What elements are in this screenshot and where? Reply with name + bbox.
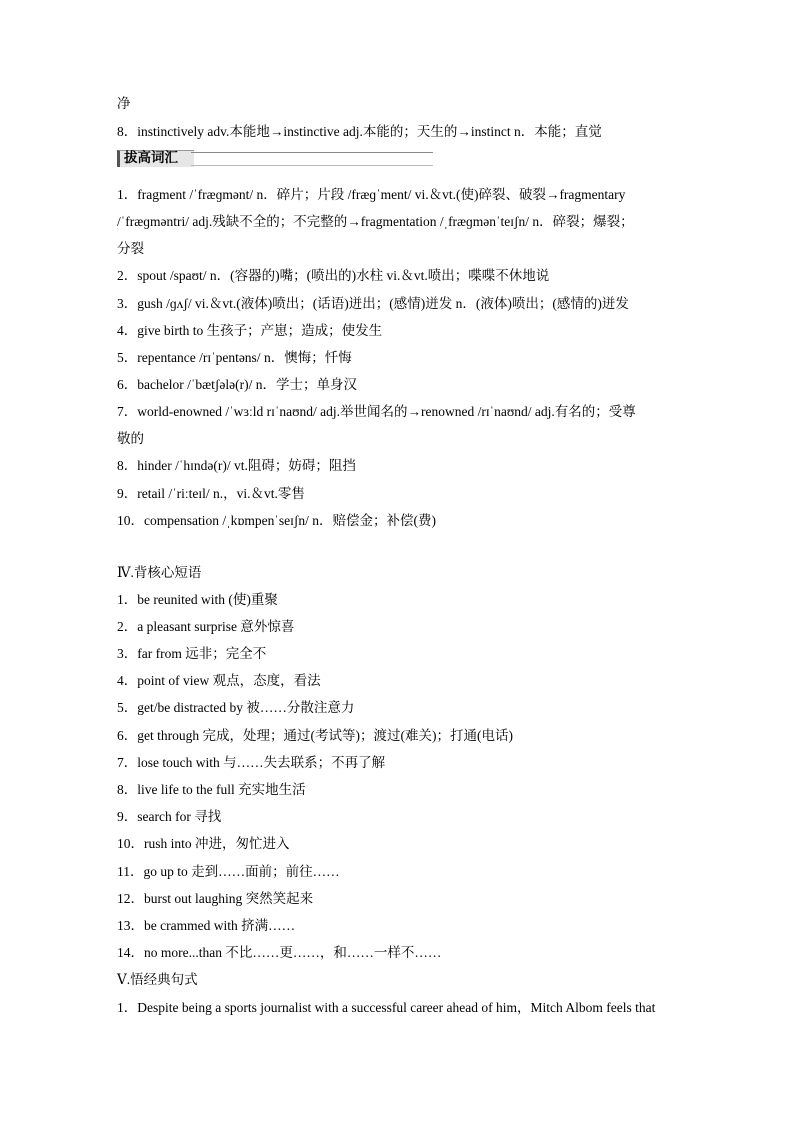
text-line: 7．lose touch with 与……失去联系；不再了解 — [117, 755, 386, 770]
text-line: 净 — [117, 96, 131, 111]
text-line: 12．burst out laughing 突然笑起来 — [117, 891, 314, 906]
banner-rule — [191, 152, 433, 153]
text-line: 8．live life to the full 充实地生活 — [117, 782, 306, 797]
text-line: 5．get/be distracted by 被……分散注意力 — [117, 700, 355, 715]
text-line: 6．get through 完成，处理；通过(考试等)；渡过(难关)；打通(电话) — [117, 728, 513, 743]
text-line: /ˈfræɡməntri/ adj.残缺不全的；不完整的→fragmentation /ˌfræɡmənˈteɪʃn/ n．碎裂；爆裂； — [117, 214, 634, 229]
text-line: 10．rush into 冲进，匆忙进入 — [117, 836, 290, 851]
text-line: 8．hinder /ˈhɪndə(r)/ vt.阻碍；妨碍；阻挡 — [117, 458, 356, 473]
text-line: 13．be crammed with 挤满…… — [117, 918, 296, 933]
text-line: 1．Despite being a sports journalist with a successful career ahead of him，Mitch Albom feels that — [117, 1000, 656, 1015]
text-line: 4．give birth to 生孩子；产崽；造成；使发生 — [117, 323, 383, 338]
section-banner — [117, 150, 433, 167]
text-line: 11．go up to 走到……面前；前往…… — [117, 864, 340, 879]
text-line: 8．instinctively adv.本能地→instinctive adj.本能的；天生的→instinct n．本能；直觉 — [117, 124, 602, 139]
banner-label: 拔高词汇 — [124, 150, 178, 166]
section-heading: Ⅴ.悟经典句式 — [117, 972, 198, 987]
text-line: 敬的 — [117, 431, 144, 446]
text-line: 7．world-enowned /ˈwɜːld rɪˈnaʊnd/ adj.举世闻名的→renowned /rɪˈnaʊnd/ adj.有名的；受尊 — [117, 404, 636, 419]
text-line: 10．compensation /ˌkɒmpenˈseɪʃn/ n．赔偿金；补偿(费) — [117, 513, 437, 528]
text-line: 9．search for 寻找 — [117, 809, 222, 824]
text-line: 1．be reunited with (使)重聚 — [117, 592, 278, 607]
text-line: 1．fragment /ˈfræɡmənt/ n．碎片；片段 /fræɡˈment/ vi.＆vt.(使)碎裂、破裂→fragmentary — [117, 187, 626, 202]
text-line: 5．repentance /rɪˈpentəns/ n．懊悔；忏悔 — [117, 350, 352, 365]
text-line: 14．no more...than 不比……更……，和……一样不…… — [117, 945, 442, 960]
text-line: 分裂 — [117, 241, 144, 256]
text-line: 4．point of view 观点，态度，看法 — [117, 673, 321, 688]
text-line: 9．retail /ˈriːteɪl/ n.，vi.＆vt.零售 — [117, 486, 305, 501]
text-line: 2．spout /spaʊt/ n．(容器的)嘴；(喷出的)水柱 vi.＆vt.喷出；喋喋不休地说 — [117, 268, 550, 283]
section-heading: Ⅳ.背核心短语 — [117, 565, 202, 580]
text-line: 2．a pleasant surprise 意外惊喜 — [117, 619, 295, 634]
text-line: 3．far from 远非；完全不 — [117, 646, 267, 661]
text-line: 6．bachelor /ˈbætʃələ(r)/ n．学士；单身汉 — [117, 377, 357, 392]
banner-rule — [191, 165, 433, 166]
text-line: 3．gush /ɡʌʃ/ vi.＆vt.(液体)喷出；(话语)迸出；(感情)迸发 n．(液体)喷出；(感情的)迸发 — [117, 296, 629, 311]
